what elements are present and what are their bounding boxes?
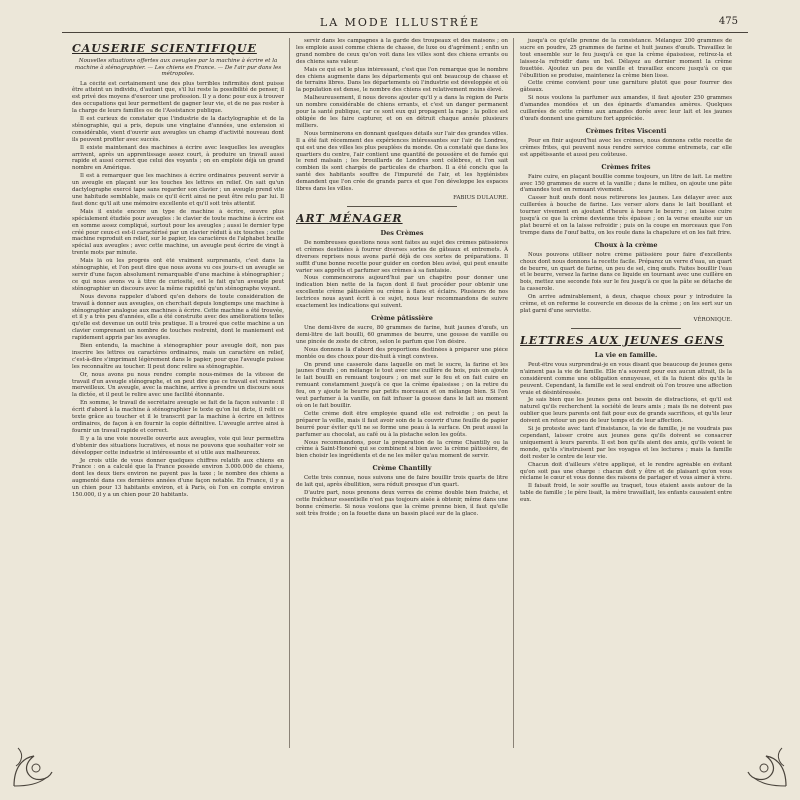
- paragraph: Une demi-livre de sucre, 80 grammes de farine, huit jaunes d'œufs, un demi-litre de lait bouilli, 60 grammes de beurre, une gousse de vanille ou une pincée de zeste de citron, selon le parfum que l'on désire.: [296, 325, 508, 345]
- paragraph: Nous devons rappeler d'abord qu'en dehors de toute considération de travail à donner aux aveugles, on cherchait depuis longtemps une machine à sténographier analogue aux machines à écrire. Cette machine a été trouvée, et il y a très peu d'années, elle a été construite avec des améliorations telles qu'elle est devenue un outil très pratique. Il a trouvé que cette machine a un clavier comprenant un nombre de touches restreint, dont le maniement est rapidement appris par les aveugles.: [72, 293, 284, 342]
- paragraph: Faire cuire, en plaçant bouillie comme toujours, un litre de lait. Le mettre avec 150 grammes de sucre et la vanille ; dans le milieu, on ajoute une pâte d'amandes tout en remuant vivement.: [520, 173, 732, 194]
- corner-ornament-icon: [8, 728, 78, 788]
- paragraph: Je sais bien que les jeunes gens ont besoin de distractions, et qu'il est naturel qu'ils recherchent la société de leurs amis ; mais ils ne doivent pas oublier que leurs parents ont fait pour eux de grands sacrifices, et qu'ils leur doivent en retour un peu de leur temps et de leur affection.: [520, 397, 732, 425]
- paragraph: Nous terminerons en donnant quelques détails sur l'air des grandes villes. Il a été fait récemment des expériences intéressantes sur l'air de Londres, qui est une des villes les plus peuplées du monde. On a constaté que dans les quartiers du centre, l'air contient une quantité de poussière et de fumée qui le rend malsain ; les brouillards de Londres sont célèbres, et l'on sait combien ils sont chargés de particules de charbon. Il a été conclu que la santé des habitants souffre de l'impureté de l'air, et les hygiénistes demandent que l'on crée de grands parcs et que l'on développe les espaces libres dans les villes.: [296, 130, 508, 193]
- paragraph: Mais il existe encore un type de machine à écrire, œuvre plus spécialement étudiée pour aveugles : le clavier de toute machine à écrire est en somme assez compliqué, surtout pour les aveugles ; aussi le dernier type créé pour ceux-ci est-il caractérisé par un clavier réduit à six touches ; cette machine reproduit en relief, sur le papier, les caractères de l'alphabet braille spécial aux aveugles ; avec cette machine, un aveugle peut écrire de vingt à trente mots par minute.: [72, 208, 284, 257]
- column-divider-1: [289, 38, 290, 748]
- divider: [347, 206, 457, 207]
- paragraph: Je crois utile de vous donner quelques chiffres relatifs aux chiens en France : on a calculé que la France possède environ 3.000.000 de chiens, dont les deux tiers environ ne payent pas la taxe ; le nombre des chiens a augmenté dans ces dernières années d'une façon notable. En France, il y a un chien pour 13 habitants environ, et à Paris, où l'on en compte environ 150.000, il y a un chien pour 20 habitants.: [72, 457, 284, 499]
- paragraph: Chacun doit d'ailleurs s'être appliqué, et le rendre agréable en évitant qu'on soit pas une charge : chacun doit y être et de plaisant qu'on vous réclame le cœur et vous donne des raisons de partager et vous aimer à vivre.: [520, 461, 732, 482]
- section-title-causerie: CAUSERIE SCIENTIFIQUE: [72, 42, 257, 55]
- subhead: Crème pâtissière: [371, 314, 433, 322]
- author-signature: FABIUS DULAURE.: [453, 194, 508, 201]
- paragraph: Nous donnons là d'abord des proportions destinées à préparer une pièce montée ou des choux pour dix-huit à vingt convives.: [296, 346, 508, 360]
- paragraph: Nous pouvons utiliser notre crème pâtissière pour faire d'excellents choux dont nous donnons la recette facile. Préparez un verre d'eau, un quart de beurre, un quart de farine, un peu de sel, cinq œufs. Faites bouillir l'eau et le beurre, versez la farine dans ce liquide en tournant avec une cuillère en bois, mettez une seconde fois sur le feu jusqu'à ce que la pâte se détache de la casserole.: [520, 251, 732, 293]
- paragraph: La cécité est certainement une des plus terribles infirmités dont puisse être atteint un individu, d'autant que, s'il lui reste la possibilité de penser, il est privé des moyens d'exercer une profession. Il y a donc pour eux à trouver des occupations qui leur permettent de gagner leur vie, et de ne pas rester à la charge de leurs familles ou de l'Assistance publique.: [72, 80, 284, 115]
- col1-body: [72, 81, 284, 499]
- paragraph: Casser huit œufs dont nous retirerons les jaunes. Les délayer avec aux cuillerées à bouche de farine. Les verser alors dans le lait bouillant et tourner vivement en ajoutant d'heure à heure le beurre ; on laisse cuire jusqu'à ce que la crème devienne très épaisse ; on la verse ensuite sur un plat beurré et on la laisse refroidir ; puis on la coupe en morceaux que l'on trempe dans de l'œuf battu, on les roule dans la chapelure et on les fait frire.: [520, 195, 732, 236]
- subhead: Des Crèmes: [380, 228, 424, 237]
- paragraph: Si je proteste avec tant d'insistance, la vie de famille, je ne voudrais pas cependant, laisser croire aux jeunes gens qu'ils doivent se consacrer uniquement à leurs parents. Il est bon qu'ils aient des amis, qu'ils voient le monde, qu'ils s'instruisent par les voyages et les lectures ; mais la famille doit rester le centre de leur vie.: [520, 426, 732, 460]
- paragraph: Nous commencerons aujourd'hui par un chapitre pour donner une indication bien nette de la façon dont il faut procéder pour obtenir une excellente crème pâtissière ou crème à flans et éclairs. Plusieurs de nos lectrices nous ayant écrit à ce sujet, nous leur recommandons de suivre exactement les indications qui suivent.: [296, 275, 508, 310]
- paragraph: Peut-être vous surprendrai-je en vous disant que beaucoup de jeunes gens n'aiment pas la vie de famille. Elle n'a souvent pour eux aucun attrait, ils la considèrent comme une obligation ennuyeuse, et ils la fuient dès qu'ils le peuvent. Cependant, la famille est le seul endroit où l'on trouve une affection vraie et désintéressée.: [520, 361, 732, 396]
- paragraph: Mais ce qui est le plus intéressant, c'est que l'on remarque que le nombre des chiens augmente dans les départements qui ont beaucoup de chasse et de terrains libres. Dans les départements où l'industrie est développée et où la population est dense, le nombre des chiens est relativement moins élevé.: [296, 66, 508, 94]
- divider: [571, 328, 681, 329]
- paragraph: On arrive admirablement, à deux, chaque choux pour y introduire la crème, et on referme le couvercle en dessus de la crème ; on les sert sur un plat garni d'une serviette.: [520, 294, 732, 314]
- corner-ornament-icon: [722, 728, 792, 788]
- paragraph: Cette crème convient pour une garniture plutôt que pour fourrer des gâteaux.: [520, 80, 732, 94]
- column-2: [296, 38, 508, 754]
- section-intro: Nouvelles situations offertes aux aveugles par la machine à écrire et la machine à sténographier. — Les chiens en France. — De l'air pur dans les métropoles.: [74, 58, 282, 77]
- subhead: La vie en famille.: [594, 350, 658, 359]
- header-rule: [62, 32, 748, 33]
- section-title-art-menager: ART MÉNAGER: [296, 211, 403, 225]
- paragraph: Mais là où les progrès ont été vraiment surprenants, c'est dans la sténographie, et l'on peut dire que nous avons vu ces jours-ci un aveugle se servir d'une façon absolument remarquable d'une machine à sténographier ; ce qui nous avons vu à titre de curiosité, est le fait qu'un aveugle peut sténographier un discours avec la même rapidité qu'un sténographe voyant.: [72, 258, 284, 292]
- section-title-lettres: LETTRES AUX JEUNES GENS: [520, 333, 725, 347]
- paragraph: Si nous voulons la parfumer aux amandes, il faut ajouter 250 grammes d'amandes mondées et un des épinards d'amandes amères. Quelques cuillerées de cette crème aux amandes dorée avec leur lait et les jaunes d'œufs donnent une garniture fort appréciée.: [520, 95, 732, 122]
- page-number: 475: [718, 16, 738, 27]
- subhead: Crème Chantilly: [372, 464, 432, 473]
- paragraph: Il est à remarquer que les machines à écrire ordinaires peuvent servir à un aveugle en plaçant sur les touches les lettres en relief. On sait qu'un dactylographe exercé tape sans regarder son clavier ; un aveugle prend vite une habitude semblable, mais ce qu'il écrit ainsi ne peut être relu par lui. Il faut donc qu'il ait une mémoire excellente et qu'il soit très attentif.: [72, 173, 284, 207]
- paragraph: Il est curieux de constater que l'industrie de la dactylographie et de la sténographie, qui a pris, depuis une vingtaine d'années, une extension si considérable, vient d'ouvrir aux aveugles un champ d'activité nouveau dont ils peuvent profiter avec succès.: [72, 116, 284, 143]
- paragraph: jusqu'à ce qu'elle prenne de la consistance. Mélangez 200 grammes de sucre en poudre, 25 grammes de farine et huit jaunes d'œufs. Travaillez le tout ensemble sur le feu jusqu'à ce que la crème épaississe, retirez-la et laissez-la refroidir dans un bol. Délayez au dernier moment la crème fouettée. Ajoutez un peu de vanille et travaillez encore jusqu'à ce que l'ébullition se produise, maintenez la crème bien lisse.: [520, 38, 732, 79]
- column-divider-2: [513, 38, 514, 748]
- paragraph: Cette très connue, nous suivons une de faire bouillir trois quarts de litre de lait qui, après ébullition, sera réduit presque d'un quart.: [296, 475, 508, 489]
- paragraph: Bien entendu, la machine à sténographier pour aveugle doit, non pas inscrire les lettres ou caractères ordinaires, mais un caractère en relief, c'est-à-dire s'imprimant légèrement dans le papier, pour que l'aveugle puisse les reconnaître au toucher. Il peut donc relire sa sténographie.: [72, 343, 284, 370]
- paragraph: Cette crème doit être employée quand elle est refroidie ; on peut la préparer la veille, mais il faut avoir soin de la couvrir d'une feuille de papier beurré pour éviter qu'il ne se forme une peau à la surface. On peut aussi la parfumer au chocolat, au café ou à la pistache selon les goûts.: [296, 410, 508, 438]
- paragraph: En somme, le travail de secrétaire aveugle se fait de la façon suivante : il écrit d'abord à la machine à sténographier le texte qu'on lui dicte, il relit ce texte grâce au toucher et il le transcrit par la machine à écrire en lettres ordinaires, de façon à en fournir la copie définitive. L'aveugle arrive ainsi à fournir un travail rapide et correct.: [72, 400, 284, 434]
- paragraph: servir dans les campagnes à la garde des troupeaux et des maisons ; on les emploie aussi comme chiens de chasse, de luxe ou d'agrément ; enfin un grand nombre de ceux qu'on voit dans les villes sont des chiens errants ou des chiens sans valeur.: [296, 38, 508, 65]
- paragraph: Il faisait froid, le soir souffle au traquet, tous étaient assis autour de la table de famille ; le père lisait, la mère travaillait, les enfants causaient entre eux.: [520, 483, 732, 504]
- paragraph: D'autre part, nous prenons deux verres de crème double bien fraîche, et cette fraîcheur essentielle n'est pas toujours aisée à obtenir, même dans une bonne crémerie. Si nous voulons que la crème prenne bien, il faut qu'elle soit très froide ; on la fouette dans un bassin placé sur de la glace.: [296, 490, 508, 517]
- column-3: [520, 38, 732, 754]
- paragraph: Or, nous avons pu nous rendre compte nous-mêmes de la vitesse de travail d'un aveugle sténographe, et on peut dire que ce travail est vraiment merveilleux. Un aveugle, avec la machine, arrive à prendre un discours sous la dictée, et il peut le relire avec une facilité étonnante.: [72, 371, 284, 399]
- subhead: Crèmes frites: [601, 162, 651, 171]
- paragraph: Nous recommandons, pour la préparation de la crème Chantilly ou la crème à Saint-Honoré qui se combinent si bien avec la crème pâtissière, de bien choisir les ingrédients et de ne les mêler qu'au moment de servir.: [296, 439, 508, 460]
- subhead: Choux à la crème: [594, 240, 658, 249]
- magazine-title: LA MODE ILLUSTRÉE: [319, 16, 481, 29]
- paragraph: Il y a là une voie nouvelle ouverte aux aveugles, voie qui leur permettra d'obtenir des situations lucratives, et nous ne pouvons que souhaiter voir se développer cette industrie si intéressante et si utile aux malheureux.: [72, 435, 284, 456]
- paragraph: De nombreuses questions nous sont faites au sujet des crèmes pâtissières et crèmes destinées à fourrer diverses sortes de gâteaux et entremets. À diverses reprises nous avons parlé déjà de ces sortes de préparations. Il suffit d'une bonne recette pour guider en cordon bleu avisé, qui peut ensuite varier ses apprêts et parfumer ses crèmes à sa fantaisie.: [296, 239, 508, 274]
- column-1: [72, 38, 284, 754]
- author-signature: VÉRONIQUE.: [693, 316, 732, 323]
- paragraph: Pour en finir aujourd'hui avec les crèmes, nous donnons cette recette de crèmes frites, qui peuvent nous rendre service comme entremets, car elle est appétissante et aussi peu coûteuse.: [520, 137, 732, 158]
- paragraph: Malheureusement, il nous devons ajouter qu'il y a dans la région de Paris un nombre considérable de chiens errants, et c'est un danger permanent pour la santé publique, car ce sont eux qui propagent la rage ; la police est obligée de les faire capturer, et on en détruit chaque année plusieurs milliers.: [296, 95, 508, 129]
- subhead: Crèmes frites Viscenti: [585, 126, 667, 135]
- paragraph: Il existe maintenant des machines à écrire avec lesquelles les aveugles arrivent, après un apprentissage assez court, à produire un travail aussi rapide et aussi correct que celui des voyants ; on en emploie déjà un grand nombre en Amérique.: [72, 144, 284, 172]
- paragraph: On prend une casserole dans laquelle on met le sucre, la farine et les jaunes d'œufs ; on mélange le tout avec une cuillère de bois, puis on ajoute le lait bouilli en remuant toujours ; on met sur le feu et on fait cuire en remuant constamment jusqu'à ce que la crème épaississe ; on la retire du feu, on y ajoute le beurre par petits morceaux et on mélange bien. Si l'on veut parfumer à la vanille, on fait infuser la gousse dans le lait au moment où on le fait bouillir.: [296, 361, 508, 409]
